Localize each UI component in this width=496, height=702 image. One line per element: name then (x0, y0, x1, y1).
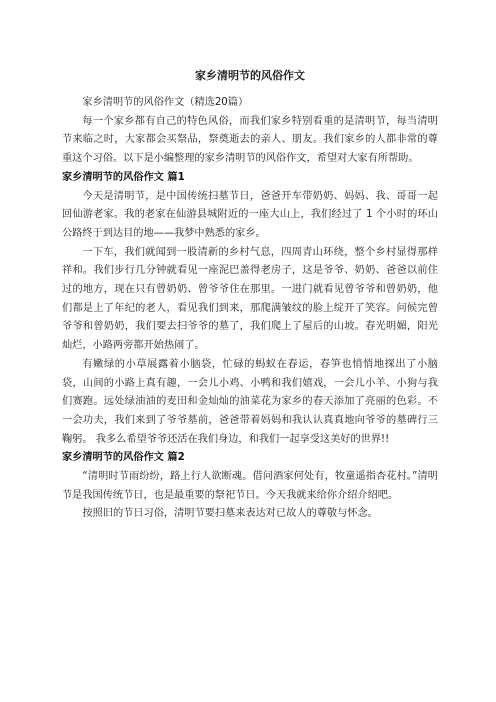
section-1-paragraph-3: 有嫩绿的小草展露着小脑袋，忙碌的蚂蚁在春运，春笋也悄悄地探出了小脑袋，山间的小路上真有趣，一会儿小鸡、小鸭和我们嬉戏，一会儿小羊、小狗与我们赛跑。远处绿油油的麦田和金灿灿的油菜花为家乡的春天添加了亮丽的色彩。不一会功夫，我们来到了爷爷墓前，爸爸带着妈妈和我认认真真地向爷爷的墓碑行三鞠躬。 我多么希望爷爷还活在我们身边，和我们一起享受这美好的世界!! (62, 358, 438, 445)
section-2-paragraph-1: “清明时节雨纷纷，路上行人欲断魂。借问酒家何处有，牧童遥指杏花村。”清明节是我国传统节日，也是最重要的祭祀节日。今天我就来给你介绍介绍吧。 (62, 471, 438, 501)
section-2-paragraph-2: 按照旧的节日习俗，清明节要扫墓来表达对已故人的尊敬与怀念。 (82, 508, 378, 520)
section-2-heading: 家乡清明节的风俗作文 篇2 (62, 452, 185, 464)
section-1-heading: 家乡清明节的风俗作文 篇1 (62, 171, 185, 183)
section-1-paragraph-1: 今天是清明节，是中国传统扫墓节日，爸爸开车带奶奶、妈妈、我、哥哥一起回仙游老家。我的老家在仙游县城附近的一座大山上，我们经过了 1 个小时的环山公路终于到达目的地——我梦中熟悉的家乡。 (62, 190, 438, 239)
document-body (62, 94, 438, 524)
document-title: 家乡清明节的风俗作文 (195, 69, 305, 82)
section-1-paragraph-2: 一下车，我们就闻到一股清新的乡村气息，四周青山环绕，整个乡村显得那样祥和。我们步行几分钟就看见一座泥巴盖得老房子，这是爷爷、奶奶、爸爸以前住过的地方，现在只有曾奶奶、曾爷爷住在那里。一进门就看见曾爷爷和曾奶奶，他们都是上了年纪的老人，看见我们到来，那爬满皱纹的脸上绽开了笑容。问候完曾爷爷和曾奶奶，我们要去扫爷爷的墓了，我们爬上了屋后的山坡。春光明媚，阳光灿烂，小路两旁都开始热闹了。 (62, 246, 438, 352)
intro-paragraph: 每一个家乡都有自己的特色风俗，而我们家乡特别看重的是清明节，每当清明节来临之时，大家都会买祭品，祭奠逝去的亲人、朋友。我们家乡的人都非常的尊重这个习俗。以下是小编整理的家乡清明节的风俗作文，希望对大家有所帮助。 (62, 115, 438, 165)
document-page (62, 0, 438, 524)
intro-line: 家乡清明节的风俗作文（精选20篇） (82, 97, 249, 108)
